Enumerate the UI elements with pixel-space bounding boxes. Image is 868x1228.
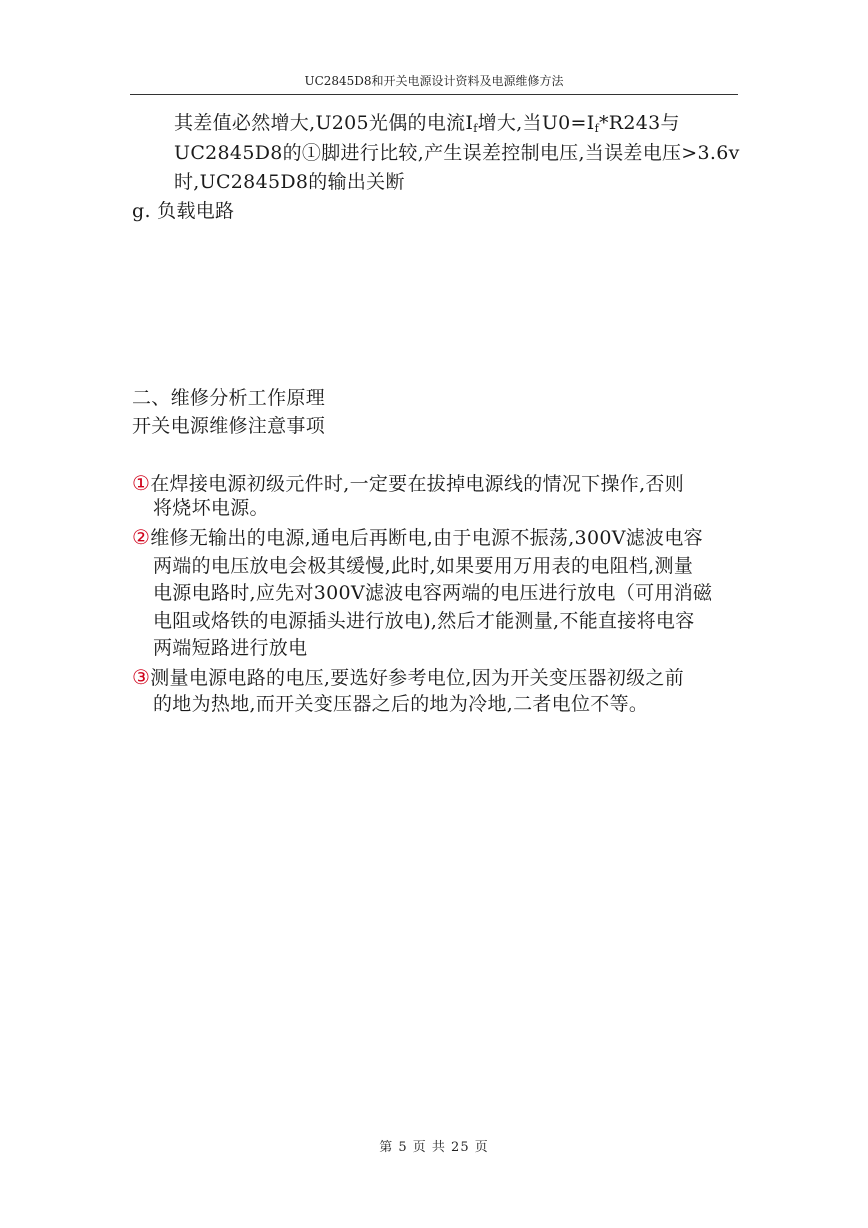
note-line: 电阻或烙铁的电源插头进行放电),然后才能测量,不能直接将电容 <box>153 610 695 632</box>
circled-number-1: ① <box>132 471 151 495</box>
note-item-2: ②维修无输出的电源,通电后再断电,由于电源不振荡,300V滤波电容 <box>132 525 703 549</box>
page-number: 第 5 页 共 25 页 <box>379 1140 489 1155</box>
document-title: UC2845D8和开关电源设计资料及电源维修方法 <box>304 74 564 88</box>
section-heading-g: g. 负载电路 <box>132 200 235 222</box>
section-subheading: 开关电源维修注意事项 <box>132 415 326 437</box>
note-line: 电源电路时,应先对300V滤波电容两端的电压进行放电（可用消磁 <box>153 582 713 604</box>
note-item-1: ①在焊接电源初级元件时,一定要在拔掉电源线的情况下操作,否则 <box>132 471 685 495</box>
paragraph-line: 其差值必然增大,U205光偶的电流$I_f$增大,当$U0=I_f*R243$与 <box>174 112 680 135</box>
note-line: 两端的电压放电会极其缓慢,此时,如果要用万用表的电阻档,测量 <box>153 555 694 577</box>
paragraph-line: UC2845D8的①脚进行比较,产生误差控制电压,当误差电压>3.6v <box>174 142 740 164</box>
circled-number-2: ② <box>132 525 151 549</box>
subscript: f <box>473 122 478 135</box>
page-header <box>130 68 738 95</box>
paragraph-line: 时,UC2845D8的输出关断 <box>174 171 405 193</box>
section-heading-two: 二、维修分析工作原理 <box>132 387 326 409</box>
note-line: 将烧坏电源。 <box>153 497 269 519</box>
page-footer <box>0 1136 868 1155</box>
subscript: f <box>594 122 599 135</box>
note-item-3: ③测量电源电路的电压,要选好参考电位,因为开关变压器初级之前 <box>132 665 685 689</box>
note-line: 的地为热地,而开关变压器之后的地为冷地,二者电位不等。 <box>153 693 649 715</box>
circled-number-3: ③ <box>132 665 151 689</box>
note-line: 两端短路进行放电 <box>153 637 308 659</box>
